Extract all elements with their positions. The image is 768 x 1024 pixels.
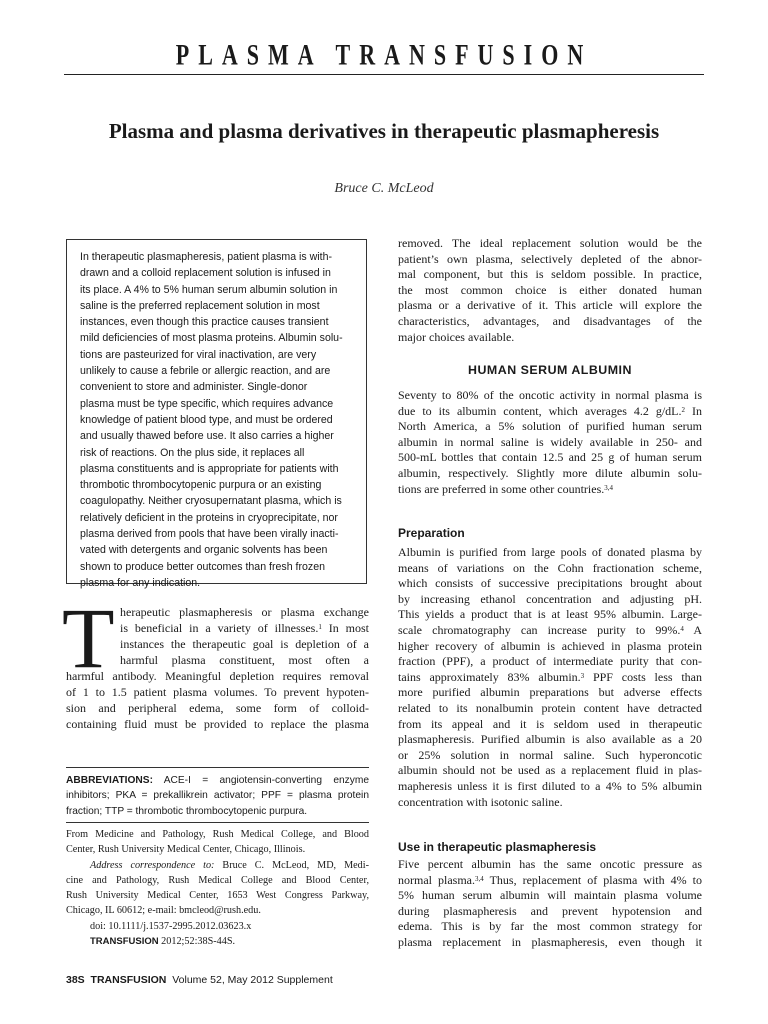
text-line: more purified albumin preparations but adverse effects <box>398 685 702 700</box>
text-line: major choices available. <box>398 329 515 344</box>
abstract-line: drawn and a colloid replacement solution is infused in <box>80 267 331 280</box>
doi: doi: 10.1111/j.1537-2995.2012.03623.x <box>90 920 252 932</box>
text-line: normal plasma.$^{3,4}$ Thus, replacement of plasma with 4% to <box>398 872 703 887</box>
abstract-line: coagulopathy. Neither cryosupernatant plasma, which is <box>80 495 342 508</box>
text-line: albumin should not be used as a replacement fluid in plas- <box>398 763 702 778</box>
text-line: means of variations on the Cohn fractionation scheme, <box>398 560 702 575</box>
text-line: mal component, but this is seldom possible. In practice, <box>398 267 702 282</box>
abstract <box>80 249 356 591</box>
abstract-line: relatively deficient in the proteins in cryoprecipitate, nor <box>80 511 338 524</box>
correspondence-line: cine and Pathology, Rush Medical College and Blood Center, <box>66 874 369 886</box>
text-line: edema. This is by far the most common strategy for <box>398 919 702 934</box>
abstract-line: unlikely to cause a febrile or allergic reaction, and are <box>80 365 331 378</box>
text-line: from its appeal and it is seldom used in therapeutic <box>398 716 702 731</box>
text-line: due to its albumin content, which averages 4.2 g/dL.$^2$ In <box>398 403 702 418</box>
text-line: or 25% solution in normal saline. Such hyperoncotic <box>398 747 702 762</box>
citation: TRANSFUSION 2012;52:38S-44S. <box>90 936 236 948</box>
intro-line: of 1 to 1.5 patient plasma volumes. To prevent hypoten- <box>66 685 369 699</box>
abstract-line: knowledge of patient blood type, and must be ordered <box>80 413 333 426</box>
intro-line: harmful antibody. Meaningful depletion requires removal <box>66 669 369 683</box>
correspondence-line: Rush University Medical Center, 1653 West Congress Parkway, <box>66 890 369 902</box>
intro-line: is beneficial in a variety of illnesses.$^1$ In most <box>120 621 369 635</box>
abbreviations <box>66 773 369 819</box>
text-line: plasma replacement in plasmapheresis, even though it <box>398 934 702 949</box>
affiliation-line: From Medicine and Pathology, Rush Medical College, and Blood <box>66 829 369 840</box>
intro-continuation <box>398 236 702 345</box>
abbreviations-line: fraction; TTP = thrombotic thrombocytopenic purpura. <box>66 805 308 817</box>
abstract-line: plasma derived from pools that have been virally inacti- <box>80 528 339 541</box>
footnote-ref: 3,4 <box>475 874 484 883</box>
abstract-line: shown to produce better outcomes than fresh frozen <box>80 560 325 573</box>
journal-name: TRANSFUSION <box>90 974 167 986</box>
text-line: North America, a 5% solution of purified human serum <box>398 419 702 434</box>
intro-line: sion and peripheral edema, some form of colloid- <box>66 701 369 715</box>
text-line: tains approximately 83% albumin.$^3$ PPF costs less than <box>398 669 702 684</box>
text-line: albumin, respectively. Slightly more dilute albumin solu- <box>398 465 702 480</box>
footnote-ref: 2 <box>681 405 686 414</box>
abstract-line: tions are pasteurized for viral inactivation, are very <box>80 348 317 361</box>
abstract-line: and usually thawed before use. It also carries a higher <box>80 430 334 443</box>
text-line: plasma or a derivative of it. This article will explore the <box>398 298 702 313</box>
abbreviations-rule <box>66 767 369 768</box>
header-rule <box>64 74 704 75</box>
subsection-heading: Use in therapeutic plasmapheresis <box>398 840 597 854</box>
text-line: plasmapheresis. Purified albumin is also available as a 20 <box>398 732 702 747</box>
abbreviations-line: inhibitors; PKA = prekallikrein activator; PPF = plasma protein <box>66 790 369 802</box>
text-line: patient’s own plasma, selectively depleted of the abnor- <box>398 251 702 266</box>
footnote-ref: 3 <box>580 671 585 680</box>
text-line: higher recovery of albumin is achieved in plasma protein <box>398 638 702 653</box>
intro-paragraph <box>66 604 369 732</box>
abstract-line: plasma must be type specific, which requires advance <box>80 397 334 410</box>
text-line: 5% human serum albumin will maintain plasma volume <box>398 888 702 903</box>
abstract-line: plasma constituents and is appropriate for patients with <box>80 462 339 475</box>
author-name: Bruce C. McLeod <box>334 181 434 196</box>
text-line: concentration with isotonic saline. <box>398 794 563 809</box>
text-line: mapheresis unless it is first diluted to a 4% to 5% albumin <box>398 778 702 793</box>
text-line: fraction (PPF), a product of intermediate purity that con- <box>398 654 702 669</box>
text-line: the most common choice is either donated human <box>398 282 702 297</box>
text-line: Five percent albumin has the same oncotic pressure as <box>398 857 702 871</box>
abstract-line: plasma for any indication. <box>80 576 201 589</box>
correspondence-line: Address correspondence to: Bruce C. McLeod, MD, Medi- <box>90 859 369 871</box>
abstract-line: vated with detergents and organic solvents has been <box>80 544 328 557</box>
issue-info: Volume 52, May 2012 Supplement <box>172 974 333 986</box>
albumin-paragraph <box>398 388 702 497</box>
article-title: Plasma and plasma derivatives in therapeutic plasmapheresis <box>108 119 660 143</box>
intro-line: herapeutic plasmapheresis or plasma exchange <box>120 605 369 619</box>
section-heading: HUMAN SERUM ALBUMIN <box>468 363 632 377</box>
preparation-paragraph <box>398 545 702 810</box>
abstract-line: instances, even though this practice causes transient <box>80 316 329 329</box>
text-line: during plasmapheresis and prevent hypotension and <box>398 903 702 918</box>
text-line: This yields a product that is at least 95% albumin. Large- <box>398 607 702 622</box>
text-line: by increasing ethanol concentration and adjusting pH. <box>398 591 702 606</box>
text-line: tions are preferred in some other countries.$^{3,4}$ <box>398 481 614 496</box>
affiliation-rule <box>66 822 369 823</box>
abstract-line: convenient to store and administer. Single-donor <box>80 381 308 394</box>
intro-line: harmful plasma constituent, most often a <box>120 653 369 667</box>
abstract-line: risk of reactions. On the plus side, it replaces all <box>80 446 305 459</box>
footnote-ref: 3,4 <box>604 483 614 492</box>
use-paragraph <box>398 857 702 951</box>
text-line: Seventy to 80% of the oncotic activity in normal plasma is <box>398 388 702 402</box>
footnote-ref: 4 <box>680 624 684 633</box>
drop-cap: T <box>62 590 115 686</box>
text-line: 500-mL bottles that contain 12.5 and 25 g of human serum <box>398 450 702 465</box>
correspondence-line: Chicago, IL 60612; e-mail: bmcleod@rush.edu. <box>66 905 261 917</box>
subsection-heading: Preparation <box>398 526 465 540</box>
running-head: PLASMA TRANSFUSION <box>175 37 593 72</box>
abstract-line: In therapeutic plasmapheresis, patient plasma is with- <box>80 251 333 263</box>
text-line: Albumin is purified from large pools of donated plasma by <box>398 545 702 559</box>
text-line: scale chromatography can increase purity to 99%.$^4$ A <box>398 622 702 637</box>
abstract-line: thrombotic thrombocytopenic purpura or an existing <box>80 479 322 492</box>
text-line: which consists of successive precipitations brought about <box>398 576 702 591</box>
abbreviations-line: ABBREVIATIONS: ACE-I = angiotensin-converting enzyme <box>66 775 369 786</box>
text-line: albumin in normal saline is widely available in 250- and <box>398 434 702 449</box>
intro-line: containing fluid must be provided to replace the plasma <box>66 717 369 731</box>
text-line: characteristics, advantages, and disadvantages of the <box>398 313 702 328</box>
affiliation-line: Center, Rush University Medical Center, Chicago, Illinois. <box>66 844 306 856</box>
intro-line: instances the therapeutic goal is depletion of a <box>120 637 369 651</box>
footnote-ref: 1 <box>318 623 322 631</box>
abstract-line: saline is the preferred replacement solution in most <box>80 299 320 312</box>
text-line: related to its nonalbumin protein content have detracted <box>398 700 702 715</box>
text-line: removed. The ideal replacement solution would be the <box>398 236 702 250</box>
page-number: 38S <box>66 974 85 986</box>
affiliation <box>66 827 369 949</box>
abstract-line: mild deficiencies of most plasma proteins. Albumin solu- <box>80 332 343 345</box>
abstract-line: its place. A 4% to 5% human serum albumin solution in <box>80 283 338 296</box>
page-footer <box>66 974 333 986</box>
